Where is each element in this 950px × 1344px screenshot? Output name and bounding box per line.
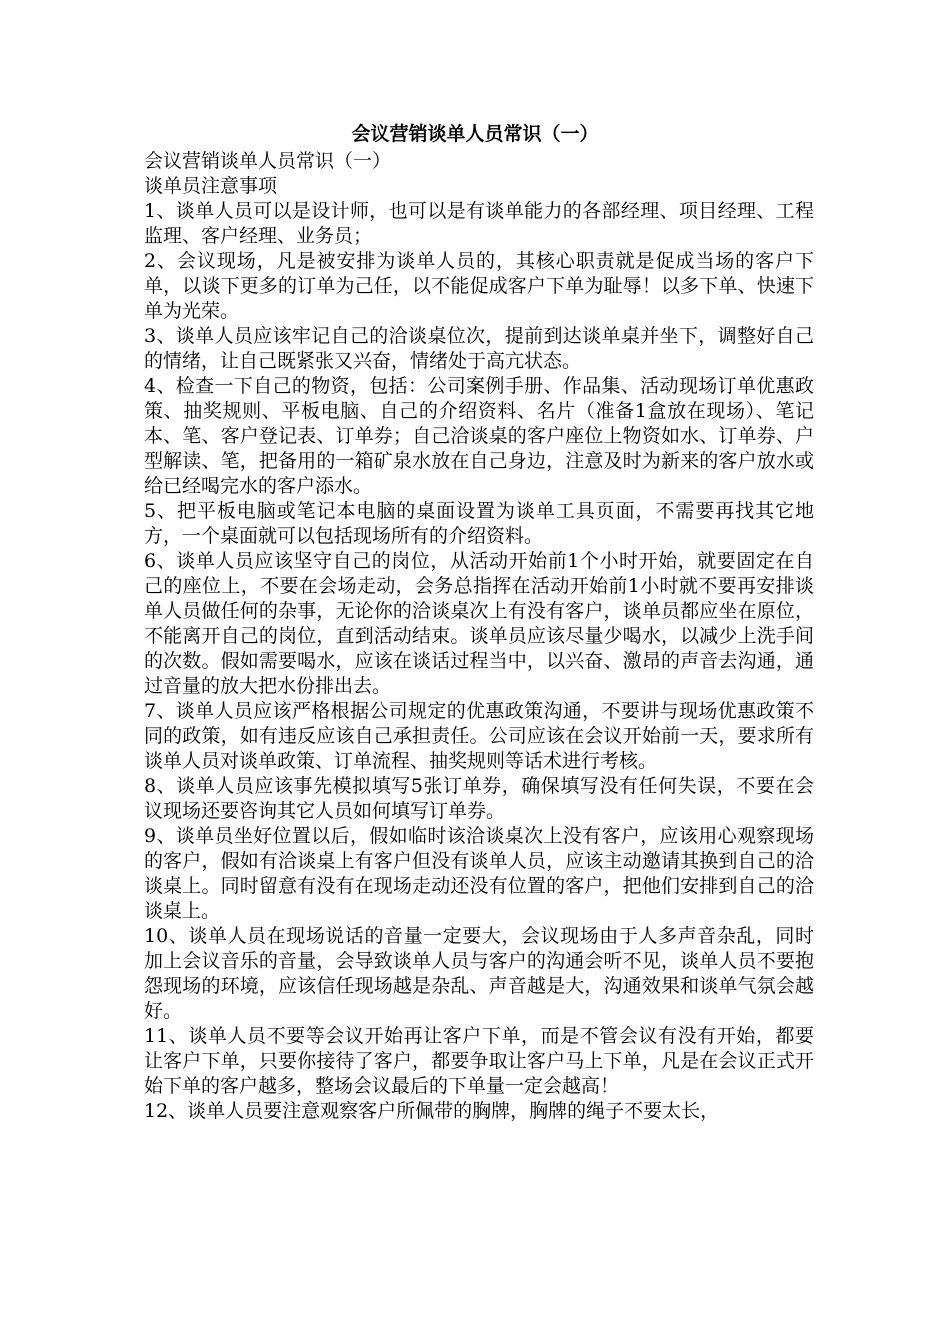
paragraph-item-6: 6、谈单人员应该坚守自己的岗位，从活动开始前1个小时开始，就要固定在自己的座位上，不要在会场走动，会务总指挥在活动开始前1小时就不要再安排谈单人员做任何的杂事，无论你的洽谈桌次上有没有客户，谈单员都应坐在原位，不能离开自己的岗位，直到活动结束。谈单员应该尽量少喝水，以减少上洗手间的次数。假如需要喝水，应该在谈话过程当中，以兴奋、激昂的声音去沟通，通过音量的放大把水份排出去。 [144,550,814,697]
paragraph-item-1: 1、谈单人员可以是设计师，也可以是有谈单能力的各部经理、项目经理、工程监理、客户经理、业务员； [144,200,814,247]
paragraph-item-7: 7、谈单人员应该严格根据公司规定的优惠政策沟通，不要讲与现场优惠政策不同的政策，如有违反应该自己承担责任。公司应该在会议开始前一天，要求所有谈单人员对谈单政策、订单流程、抽奖规则等话术进行考核。 [144,700,814,772]
paragraph-item-9: 9、谈单员坐好位置以后，假如临时该洽谈桌次上没有客户，应该用心观察现场的客户，假如有洽谈桌上有客户但没有谈单人员，应该主动邀请其换到自己的洽谈桌上。同时留意有没有在现场走动还没有位置的客户，把他们安排到自己的洽谈桌上。 [144,825,814,922]
paragraph-subtitle: 会议营销谈单人员常识（一） [144,150,392,172]
paragraph-item-12: 12、谈单人员要注意观察客户所佩带的胸牌，胸牌的绳子不要太长， [144,1100,720,1122]
paragraph-item-11: 11、谈单人员不要等会议开始再让客户下单，而是不管会议有没有开始，都要让客户下单，只要你接待了客户，都要争取让客户马上下单，凡是在会议正式开始下单的客户越多，整场会议最后的下单量一定会越高！ [144,1025,814,1097]
paragraph-item-5: 5、把平板电脑或笔记本电脑的桌面设置为谈单工具页面，不需要再找其它地方，一个桌面就可以包括现场所有的介绍资料。 [144,500,814,547]
paragraph-section-heading: 谈单员注意事项 [144,175,278,197]
document-body [144,149,814,1124]
paragraph-item-3: 3、谈单人员应该牢记自己的洽谈桌位次，提前到达谈单桌并坐下，调整好自己的情绪，让自己既紧张又兴奋，情绪处于高亢状态。 [144,325,814,372]
paragraph-item-2: 2、会议现场，凡是被安排为谈单人员的，其核心职责就是促成当场的客户下单，以谈下更多的订单为己任，以不能促成客户下单为耻辱！以多下单、快速下单为光荣。 [144,250,814,322]
paragraph-item-4: 4、检查一下自己的物资，包括：公司案例手册、作品集、活动现场订单优惠政策、抽奖规则、平板电脑、自己的介绍资料、名片（准备1盒放在现场）、笔记本、笔、客户登记表、订单券；自己洽谈桌的客户座位上物资如水、订单券、户型解读、笔，把备用的一箱矿泉水放在自己身边，注意及时为新来的客户放水或给已经喝完水的客户添水。 [144,375,814,497]
document-title: 会议营销谈单人员常识（一） [351,123,599,145]
paragraph-item-8: 8、谈单人员应该事先模拟填写5张订单券，确保填写没有任何失误，不要在会议现场还要咨询其它人员如何填写订单券。 [144,775,814,822]
paragraph-item-10: 10、谈单人员在现场说话的音量一定要大，会议现场由于人多声音杂乱，同时加上会议音乐的音量，会导致谈单人员与客户的沟通会听不见，谈单人员不要抱怨现场的环境，应该信任现场越是杂乱、声音越是大，沟通效果和谈单气氛会越好。 [144,925,814,1022]
